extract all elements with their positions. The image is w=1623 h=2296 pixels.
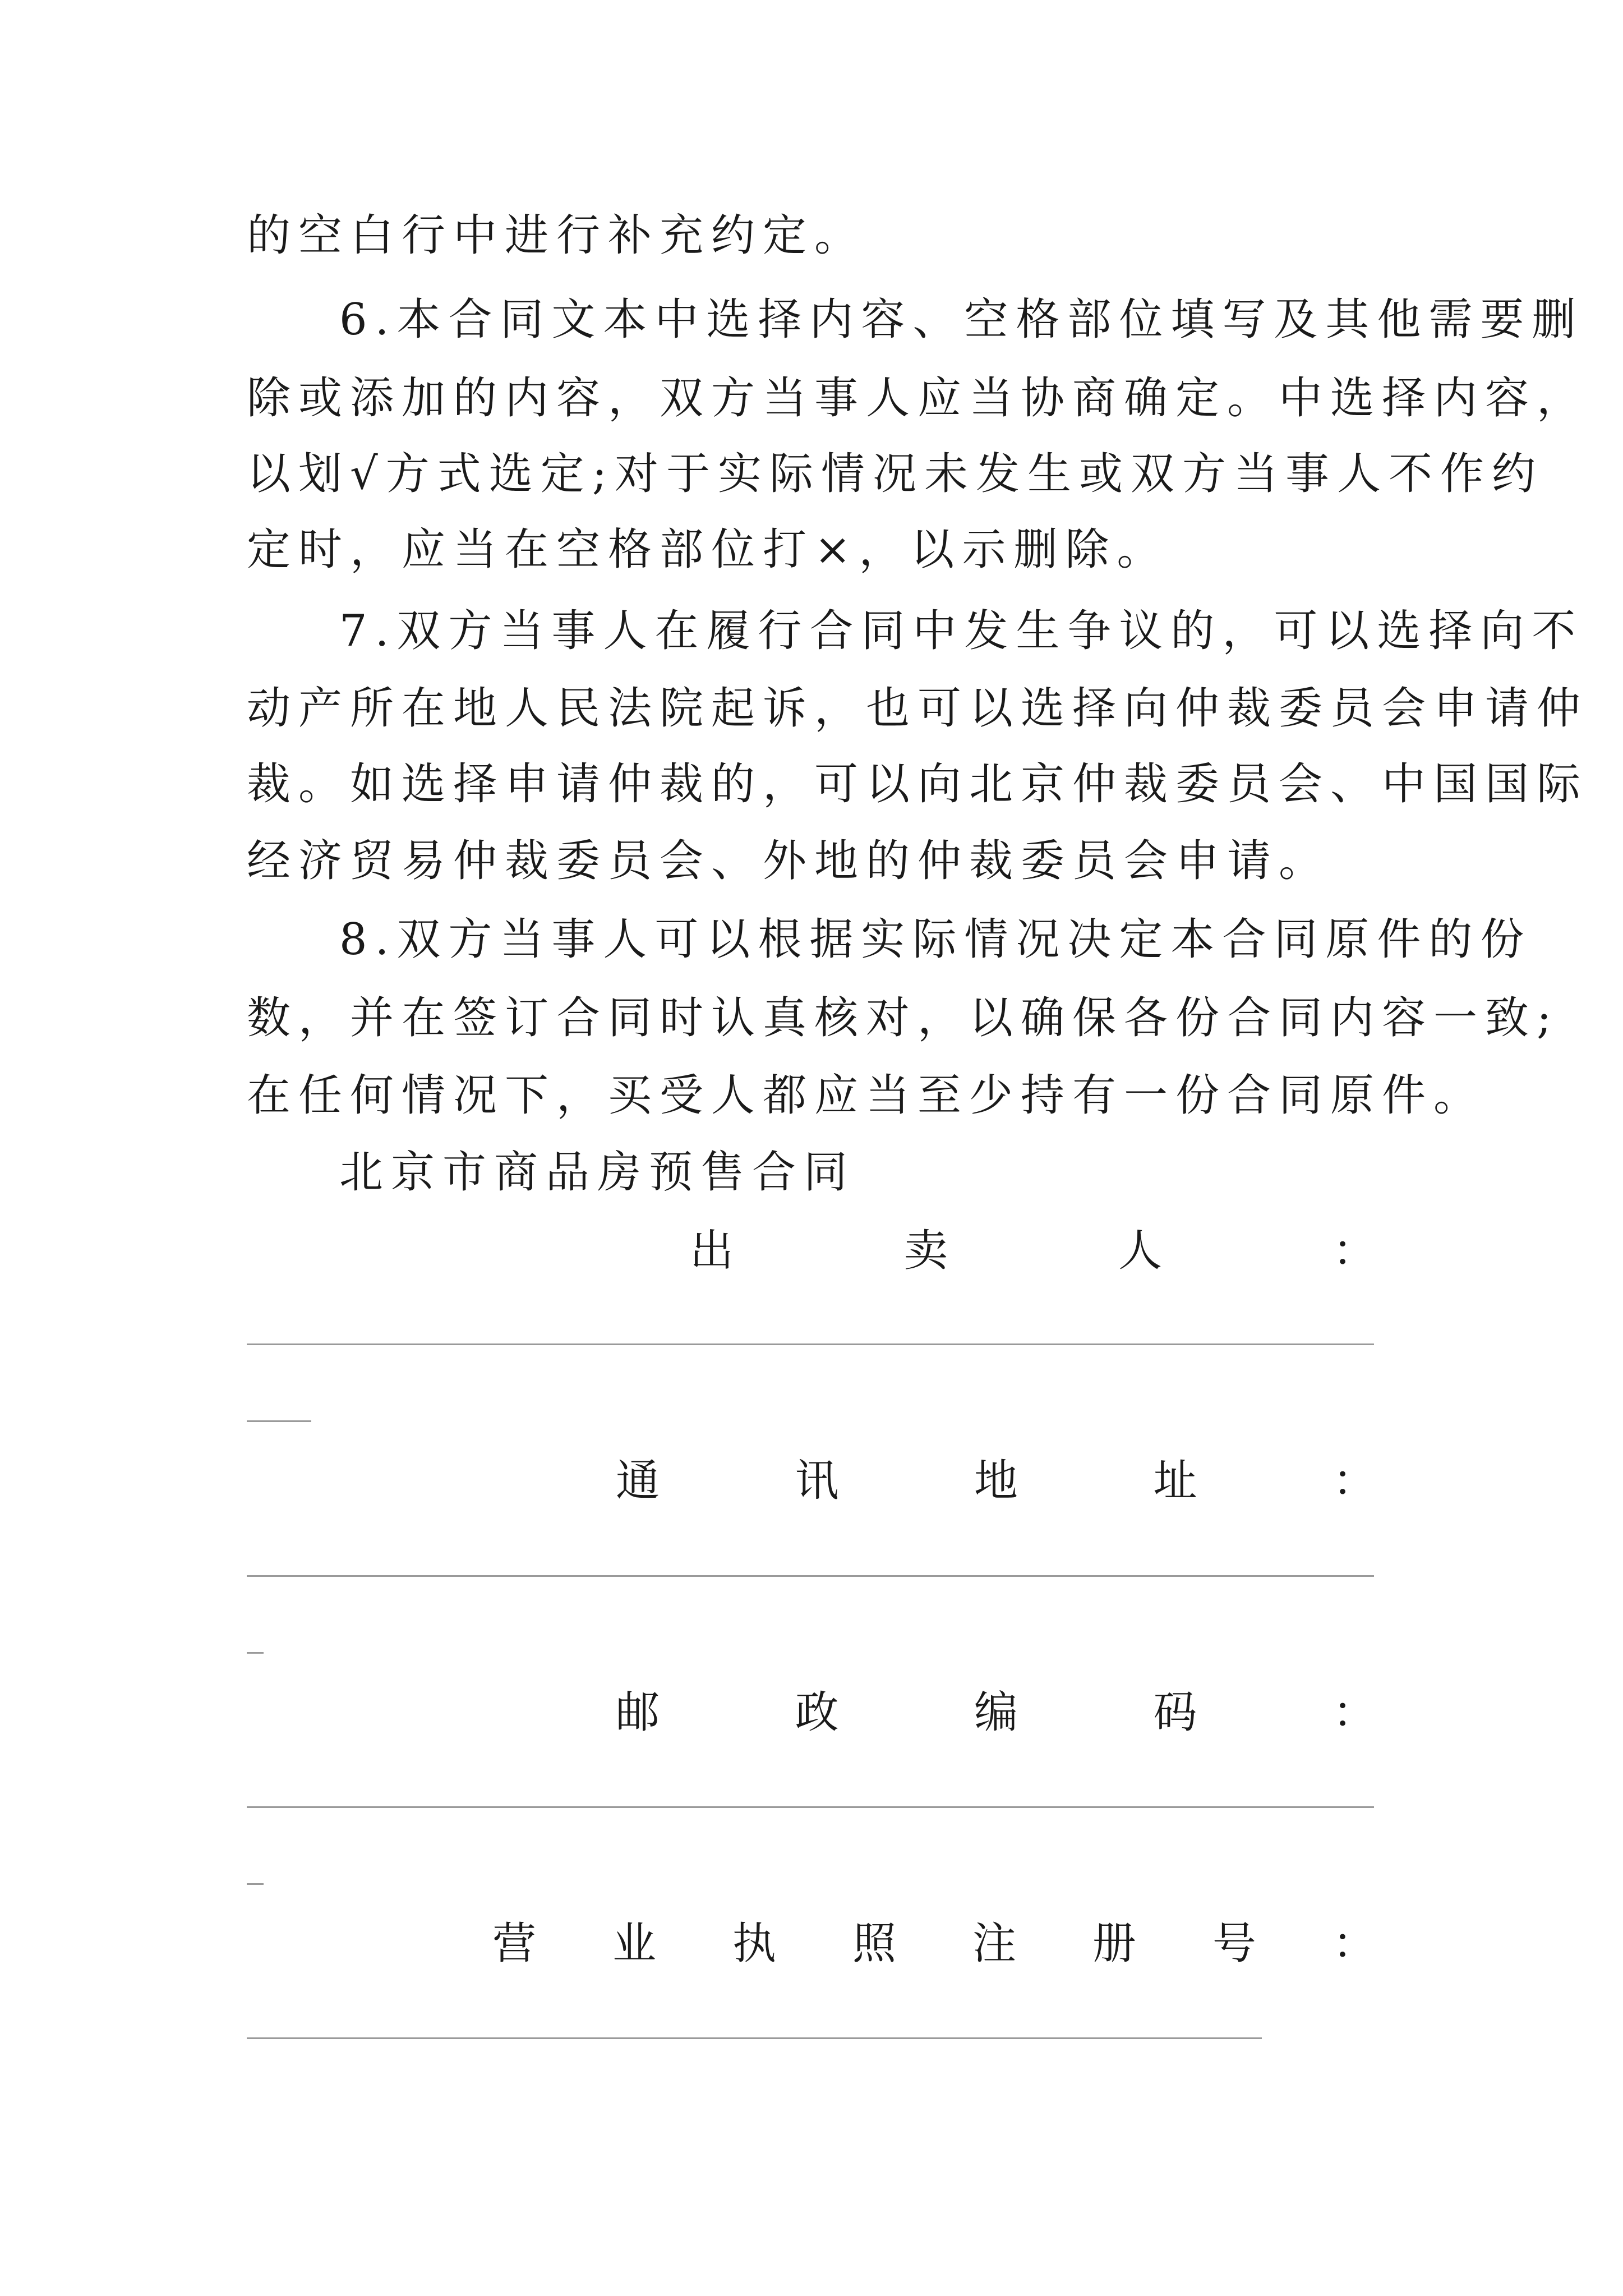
paragraph-line: 裁。如选择申请仲裁的，可以向北京仲裁委员会、中国国际 [247,759,1589,809]
paragraph-line: 经济贸易仲裁委员会、外地的仲裁委员会申请。 [247,836,1331,886]
fill-in-blank-line [247,1575,1374,1577]
label-char: 码 [1153,1687,1197,1738]
label-char: 业 [612,1918,656,1969]
fill-in-blank-line [247,1806,1374,1808]
fill-in-blank-line [247,2037,1262,2039]
label-char: 册 [1092,1918,1136,1969]
label-char: 执 [732,1918,776,1969]
label-char: 营 [492,1918,537,1969]
label-char: 编 [974,1687,1018,1738]
fill-in-blank-line-continued [247,1420,311,1422]
contract-title: 北京市商品房预售合同 [339,1147,856,1198]
paragraph-line: 在任何情况下，买受人都应当至少持有一份合同原件。 [247,1070,1486,1121]
paragraph-line: 除或添加的内容，双方当事人应当协商确定。中选择内容， [247,373,1589,424]
business-license-field-label [492,1916,1376,1972]
label-colon: ： [1332,1687,1376,1738]
label-char: 号 [1212,1918,1256,1969]
paragraph-line: 数，并在签订合同时认真核对，以确保各份合同内容一致; [247,993,1560,1043]
label-colon: ： [1332,1918,1376,1969]
paragraph-line: 6.本合同文本中选择内容、空格部位填写及其他需要删 [339,295,1584,345]
label-char: 政 [795,1687,839,1738]
label-char: 地 [974,1456,1018,1506]
fill-in-blank-line-continued [247,1652,264,1654]
paragraph-line: 定时，应当在空格部位打×，以示删除。 [247,524,1169,575]
postal-code-field-label [616,1685,1376,1741]
label-char: 注 [972,1918,1016,1969]
label-char: 址 [1153,1456,1197,1506]
label-char: 通 [616,1456,660,1506]
seller-field-label [690,1223,1376,1279]
address-field-label [616,1453,1376,1509]
paragraph-line: 7.双方当事人在履行合同中发生争议的，可以选择向不 [339,606,1584,656]
paragraph-line: 以划√方式选定;对于实际情况未发生或双方当事人不作约 [247,449,1543,499]
fill-in-blank-line-continued [247,1883,264,1885]
paragraph-line: 的空白行中进行补充约定。 [247,210,866,261]
label-char: 人 [1118,1226,1162,1276]
label-colon: ： [1332,1456,1376,1506]
paragraph-line: 动产所在地人民法院起诉，也可以选择向仲裁委员会申请仲 [247,683,1589,734]
label-char: 卖 [903,1226,948,1276]
label-char: 照 [852,1918,896,1969]
label-char: 邮 [616,1687,660,1738]
label-char: 出 [690,1226,734,1276]
label-colon: ： [1332,1226,1376,1276]
paragraph-line: 8.双方当事人可以根据实际情况决定本合同原件的份 [339,914,1532,965]
fill-in-blank-line [247,1343,1374,1345]
label-char: 讯 [795,1456,839,1506]
